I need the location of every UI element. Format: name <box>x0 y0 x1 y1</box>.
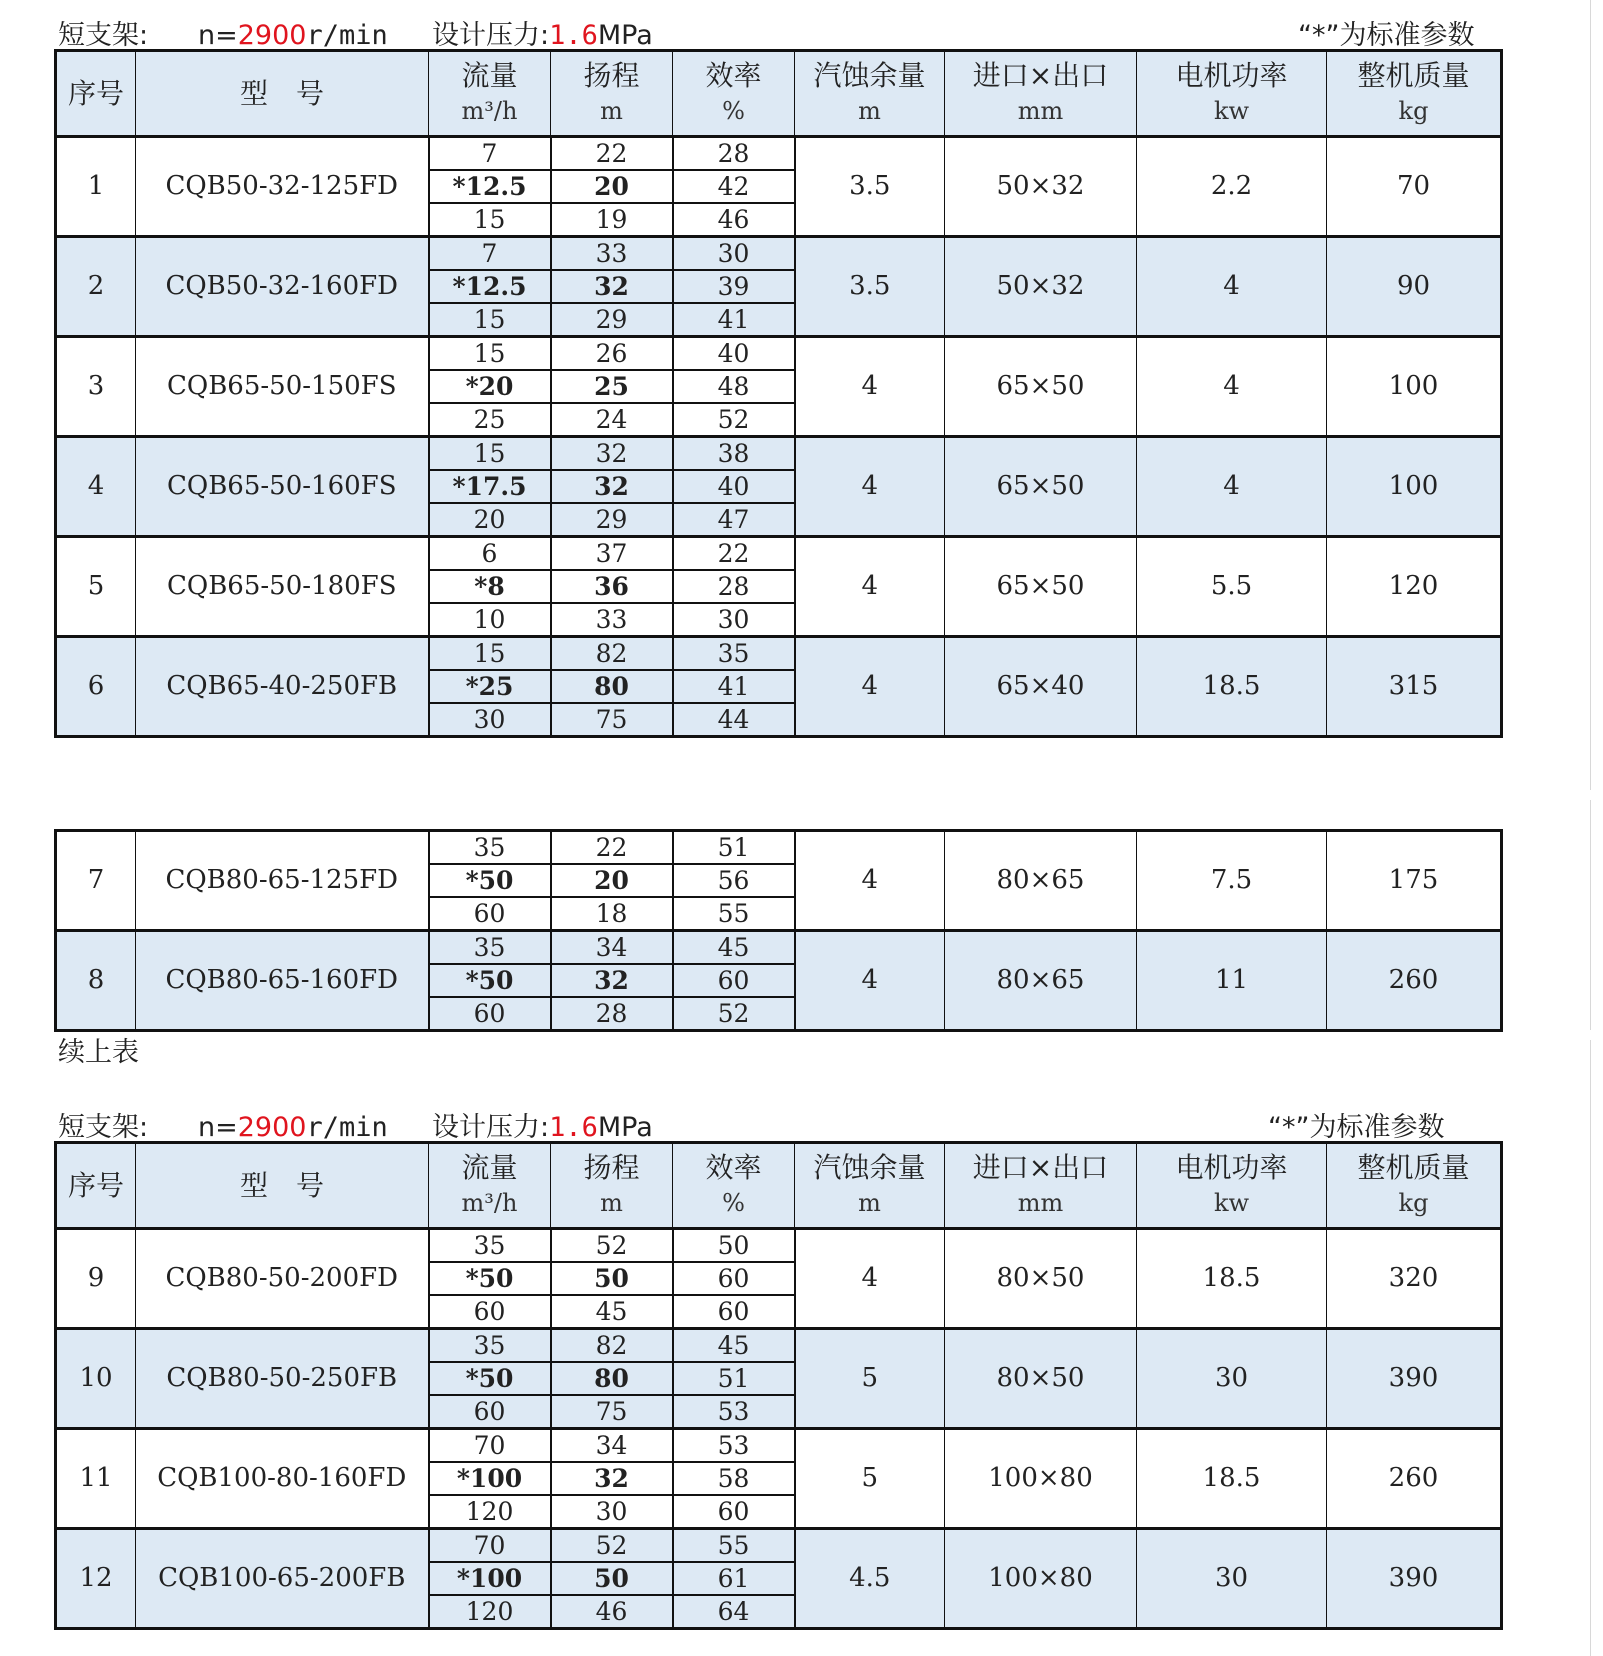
model-cell: CQB100-80-160FD <box>136 1429 429 1529</box>
head-cell: 34 <box>551 1429 673 1463</box>
col-port-label: 进口×出口 <box>972 59 1109 92</box>
flow-cell: 60 <box>429 1295 551 1329</box>
table-row <box>56 237 1502 271</box>
col-npsh-header <box>795 51 945 137</box>
speed-value: 2900 <box>237 1112 307 1143</box>
col-flow-unit: m³/h <box>461 97 518 125</box>
flow-cell: 7 <box>429 237 551 271</box>
col-model-label: 型 号 <box>239 76 324 110</box>
pressure-value: 1.6 <box>549 1112 598 1143</box>
seq-cell: 12 <box>56 1529 136 1629</box>
model-cell: CQB80-65-160FD <box>136 931 429 1031</box>
spec-table-2 <box>54 829 1503 1032</box>
eff-cell: 53 <box>673 1395 795 1429</box>
head-cell: 80 <box>551 670 673 703</box>
eff-cell: 52 <box>673 403 795 437</box>
flow-cell: 15 <box>429 337 551 371</box>
head-cell: 29 <box>551 503 673 537</box>
eff-cell: 51 <box>673 831 795 865</box>
power-cell: 2.2 <box>1137 137 1327 237</box>
head-cell: 19 <box>551 203 673 237</box>
head-cell: 29 <box>551 303 673 337</box>
head-cell: 33 <box>551 237 673 271</box>
standard-note: “*”为标准参数 <box>1268 1112 1445 1143</box>
pressure-value: 1.6 <box>549 20 598 51</box>
mass-cell: 120 <box>1327 537 1502 637</box>
power-cell: 5.5 <box>1137 537 1327 637</box>
power-cell: 30 <box>1137 1329 1327 1429</box>
col-port-label: 进口×出口 <box>972 1151 1109 1184</box>
eff-cell: 55 <box>673 897 795 931</box>
flow-cell: 30 <box>429 703 551 737</box>
head-cell: 33 <box>551 603 673 637</box>
npsh-cell: 4 <box>795 537 945 637</box>
head-cell: 82 <box>551 1329 673 1363</box>
head-cell: 32 <box>551 270 673 303</box>
port-cell: 80×50 <box>945 1329 1137 1429</box>
col-flow-header <box>429 1143 551 1229</box>
spec-table-3 <box>54 1141 1503 1630</box>
power-cell: 7.5 <box>1137 831 1327 931</box>
col-npsh-unit: m <box>858 97 881 125</box>
model-cell: CQB50-32-125FD <box>136 137 429 237</box>
flow-cell: 7 <box>429 137 551 171</box>
flow-cell: 6 <box>429 537 551 571</box>
eff-cell: 42 <box>673 170 795 203</box>
col-flow-label: 流量 <box>461 1151 518 1184</box>
head-cell: 20 <box>551 170 673 203</box>
eff-cell: 41 <box>673 303 795 337</box>
eff-cell: 48 <box>673 370 795 403</box>
col-mass-unit: kg <box>1398 97 1429 125</box>
head-cell: 75 <box>551 703 673 737</box>
port-cell: 80×65 <box>945 831 1137 931</box>
col-npsh-header <box>795 1143 945 1229</box>
port-cell: 80×65 <box>945 931 1137 1031</box>
col-seq-label: 序号 <box>67 76 124 110</box>
model-cell: CQB100-65-200FB <box>136 1529 429 1629</box>
flow-cell: *25 <box>429 670 551 703</box>
flow-cell: 60 <box>429 1395 551 1429</box>
table-row <box>56 1229 1502 1263</box>
head-cell: 36 <box>551 570 673 603</box>
mass-cell: 320 <box>1327 1229 1502 1329</box>
eff-cell: 45 <box>673 931 795 965</box>
head-cell: 22 <box>551 137 673 171</box>
power-cell: 30 <box>1137 1529 1327 1629</box>
speed-value: 2900 <box>237 20 307 51</box>
page-edge-line <box>1590 800 1591 1030</box>
eff-cell: 58 <box>673 1462 795 1495</box>
flow-cell: *50 <box>429 864 551 897</box>
col-eff-unit: % <box>722 97 745 125</box>
table-row <box>56 637 1502 671</box>
eff-cell: 60 <box>673 1295 795 1329</box>
model-cell: CQB65-50-160FS <box>136 437 429 537</box>
head-cell: 32 <box>551 470 673 503</box>
speed-unit: r/min <box>306 1112 388 1143</box>
eff-cell: 30 <box>673 237 795 271</box>
eff-cell: 60 <box>673 1495 795 1529</box>
table-row <box>56 437 1502 471</box>
model-cell: CQB65-40-250FB <box>136 637 429 737</box>
col-eff-header <box>673 1143 795 1229</box>
eff-cell: 47 <box>673 503 795 537</box>
npsh-cell: 4 <box>795 637 945 737</box>
flow-cell: *50 <box>429 964 551 997</box>
flow-cell: 70 <box>429 1529 551 1563</box>
speed-prefix: n= <box>198 20 238 51</box>
col-port-header <box>945 1143 1137 1229</box>
head-cell: 37 <box>551 537 673 571</box>
col-head-unit: m <box>600 1189 623 1217</box>
col-power-unit: kw <box>1213 1189 1250 1217</box>
eff-cell: 39 <box>673 270 795 303</box>
col-power-label: 电机功率 <box>1175 59 1288 92</box>
col-port-header <box>945 51 1137 137</box>
head-cell: 18 <box>551 897 673 931</box>
eff-cell: 28 <box>673 137 795 171</box>
model-cell: CQB65-50-180FS <box>136 537 429 637</box>
power-cell: 18.5 <box>1137 1229 1327 1329</box>
seq-cell: 10 <box>56 1329 136 1429</box>
mass-cell: 260 <box>1327 931 1502 1031</box>
model-cell: CQB80-50-250FB <box>136 1329 429 1429</box>
model-cell: CQB80-65-125FD <box>136 831 429 931</box>
port-cell: 65×50 <box>945 437 1137 537</box>
flow-cell: *8 <box>429 570 551 603</box>
seq-cell: 9 <box>56 1229 136 1329</box>
col-model-header <box>136 51 429 137</box>
col-power-header <box>1137 51 1327 137</box>
mass-cell: 90 <box>1327 237 1502 337</box>
eff-cell: 30 <box>673 603 795 637</box>
flow-cell: 15 <box>429 637 551 671</box>
head-cell: 75 <box>551 1395 673 1429</box>
power-cell: 4 <box>1137 337 1327 437</box>
head-cell: 52 <box>551 1529 673 1563</box>
flow-cell: *12.5 <box>429 270 551 303</box>
npsh-cell: 5 <box>795 1329 945 1429</box>
col-model-header <box>136 1143 429 1229</box>
npsh-cell: 4 <box>795 831 945 931</box>
col-npsh-label: 汽蚀余量 <box>813 59 926 92</box>
flow-cell: 60 <box>429 897 551 931</box>
speed-unit: r/min <box>306 20 388 51</box>
table-row <box>56 831 1502 865</box>
col-flow-label: 流量 <box>461 59 518 92</box>
head-cell: 26 <box>551 337 673 371</box>
col-eff-header <box>673 51 795 137</box>
col-seq-header <box>56 1143 136 1229</box>
npsh-cell: 4.5 <box>795 1529 945 1629</box>
head-cell: 46 <box>551 1595 673 1629</box>
col-mass-label: 整机质量 <box>1357 1151 1470 1184</box>
model-cell: CQB80-50-200FD <box>136 1229 429 1329</box>
seq-cell: 2 <box>56 237 136 337</box>
col-flow-unit: m³/h <box>461 1189 518 1217</box>
seq-cell: 11 <box>56 1429 136 1529</box>
npsh-cell: 4 <box>795 437 945 537</box>
head-cell: 24 <box>551 403 673 437</box>
eff-cell: 60 <box>673 1262 795 1295</box>
col-npsh-unit: m <box>858 1189 881 1217</box>
seq-cell: 7 <box>56 831 136 931</box>
pressure-unit: MPa <box>597 1112 653 1143</box>
col-port-unit: mm <box>1017 1189 1064 1217</box>
speed-prefix: n= <box>198 1112 238 1143</box>
eff-cell: 35 <box>673 637 795 671</box>
mass-cell: 390 <box>1327 1329 1502 1429</box>
table-row <box>56 537 1502 571</box>
seq-cell: 8 <box>56 931 136 1031</box>
port-cell: 65×50 <box>945 537 1137 637</box>
npsh-cell: 5 <box>795 1429 945 1529</box>
npsh-cell: 4 <box>795 931 945 1031</box>
head-cell: 82 <box>551 637 673 671</box>
eff-cell: 45 <box>673 1329 795 1363</box>
eff-cell: 51 <box>673 1362 795 1395</box>
head-cell: 22 <box>551 831 673 865</box>
head-cell: 28 <box>551 997 673 1031</box>
page-edge-line <box>1590 1040 1591 1656</box>
page-edge-line <box>1590 0 1591 790</box>
head-cell: 25 <box>551 370 673 403</box>
flow-cell: 15 <box>429 203 551 237</box>
col-model-label: 型 号 <box>239 1168 324 1202</box>
pressure-unit: MPa <box>597 20 653 51</box>
mass-cell: 100 <box>1327 337 1502 437</box>
eff-cell: 40 <box>673 337 795 371</box>
col-head-label: 扬程 <box>583 59 640 92</box>
standard-note: “*”为标准参数 <box>1298 20 1475 51</box>
table-row <box>56 137 1502 171</box>
head-cell: 32 <box>551 1462 673 1495</box>
head-cell: 80 <box>551 1362 673 1395</box>
pressure-label: 设计压力: <box>432 1112 550 1143</box>
table-row <box>56 1529 1502 1563</box>
eff-cell: 22 <box>673 537 795 571</box>
eff-cell: 55 <box>673 1529 795 1563</box>
flow-cell: *50 <box>429 1362 551 1395</box>
mass-cell: 100 <box>1327 437 1502 537</box>
col-port-unit: mm <box>1017 97 1064 125</box>
flow-cell: 15 <box>429 437 551 471</box>
eff-cell: 46 <box>673 203 795 237</box>
head-cell: 20 <box>551 864 673 897</box>
col-power-header <box>1137 1143 1327 1229</box>
port-cell: 100×80 <box>945 1529 1137 1629</box>
flow-cell: 20 <box>429 503 551 537</box>
head-cell: 52 <box>551 1229 673 1263</box>
table-row <box>56 1329 1502 1363</box>
eff-cell: 40 <box>673 470 795 503</box>
model-cell: CQB65-50-150FS <box>136 337 429 437</box>
flow-cell: 70 <box>429 1429 551 1463</box>
npsh-cell: 3.5 <box>795 237 945 337</box>
flow-cell: 35 <box>429 1329 551 1363</box>
table-row <box>56 931 1502 965</box>
npsh-cell: 4 <box>795 337 945 437</box>
col-power-label: 电机功率 <box>1175 1151 1288 1184</box>
col-head-unit: m <box>600 97 623 125</box>
head-cell: 34 <box>551 931 673 965</box>
seq-cell: 6 <box>56 637 136 737</box>
col-head-header <box>551 1143 673 1229</box>
seq-cell: 4 <box>56 437 136 537</box>
flow-cell: 15 <box>429 303 551 337</box>
continued-note: 续上表 <box>58 1037 139 1068</box>
mass-cell: 260 <box>1327 1429 1502 1529</box>
mass-cell: 390 <box>1327 1529 1502 1629</box>
flow-cell: 120 <box>429 1495 551 1529</box>
seq-cell: 5 <box>56 537 136 637</box>
port-cell: 80×50 <box>945 1229 1137 1329</box>
power-cell: 4 <box>1137 237 1327 337</box>
port-cell: 50×32 <box>945 137 1137 237</box>
power-cell: 18.5 <box>1137 637 1327 737</box>
eff-cell: 28 <box>673 570 795 603</box>
eff-cell: 41 <box>673 670 795 703</box>
header-row <box>56 1143 1502 1229</box>
col-mass-unit: kg <box>1398 1189 1429 1217</box>
model-cell: CQB50-32-160FD <box>136 237 429 337</box>
flow-cell: *100 <box>429 1562 551 1595</box>
col-mass-header <box>1327 51 1502 137</box>
col-mass-header <box>1327 1143 1502 1229</box>
table-row <box>56 337 1502 371</box>
mass-cell: 175 <box>1327 831 1502 931</box>
flow-cell: 25 <box>429 403 551 437</box>
port-cell: 100×80 <box>945 1429 1137 1529</box>
col-seq-label: 序号 <box>67 1168 124 1202</box>
npsh-cell: 3.5 <box>795 137 945 237</box>
col-mass-label: 整机质量 <box>1357 59 1470 92</box>
eff-cell: 52 <box>673 997 795 1031</box>
eff-cell: 50 <box>673 1229 795 1263</box>
flow-cell: *100 <box>429 1462 551 1495</box>
col-eff-unit: % <box>722 1189 745 1217</box>
flow-cell: *50 <box>429 1262 551 1295</box>
eff-cell: 53 <box>673 1429 795 1463</box>
flow-cell: 120 <box>429 1595 551 1629</box>
power-cell: 18.5 <box>1137 1429 1327 1529</box>
eff-cell: 64 <box>673 1595 795 1629</box>
eff-cell: 60 <box>673 964 795 997</box>
mass-cell: 70 <box>1327 137 1502 237</box>
npsh-cell: 4 <box>795 1229 945 1329</box>
flow-cell: 10 <box>429 603 551 637</box>
seq-cell: 3 <box>56 337 136 437</box>
header-row <box>56 51 1502 137</box>
flow-cell: 35 <box>429 1229 551 1263</box>
head-cell: 30 <box>551 1495 673 1529</box>
flow-cell: 35 <box>429 931 551 965</box>
port-cell: 50×32 <box>945 237 1137 337</box>
flow-cell: *12.5 <box>429 170 551 203</box>
pressure-label: 设计压力: <box>432 20 550 51</box>
flow-cell: 60 <box>429 997 551 1031</box>
table-row <box>56 1429 1502 1463</box>
power-cell: 11 <box>1137 931 1327 1031</box>
col-eff-label: 效率 <box>705 59 762 92</box>
eff-cell: 56 <box>673 864 795 897</box>
flow-cell: *17.5 <box>429 470 551 503</box>
port-cell: 65×50 <box>945 337 1137 437</box>
port-cell: 65×40 <box>945 637 1137 737</box>
head-cell: 32 <box>551 437 673 471</box>
mass-cell: 315 <box>1327 637 1502 737</box>
head-cell: 32 <box>551 964 673 997</box>
col-head-label: 扬程 <box>583 1151 640 1184</box>
col-seq-header <box>56 51 136 137</box>
spec-table-1 <box>54 49 1503 738</box>
bracket-label: 短支架: <box>58 1112 149 1143</box>
seq-cell: 1 <box>56 137 136 237</box>
col-flow-header <box>429 51 551 137</box>
eff-cell: 44 <box>673 703 795 737</box>
col-npsh-label: 汽蚀余量 <box>813 1151 926 1184</box>
eff-cell: 38 <box>673 437 795 471</box>
col-head-header <box>551 51 673 137</box>
col-eff-label: 效率 <box>705 1151 762 1184</box>
head-cell: 45 <box>551 1295 673 1329</box>
power-cell: 4 <box>1137 437 1327 537</box>
col-power-unit: kw <box>1213 97 1250 125</box>
flow-cell: *20 <box>429 370 551 403</box>
bracket-label: 短支架: <box>58 20 149 51</box>
eff-cell: 61 <box>673 1562 795 1595</box>
head-cell: 50 <box>551 1262 673 1295</box>
head-cell: 50 <box>551 1562 673 1595</box>
flow-cell: 35 <box>429 831 551 865</box>
